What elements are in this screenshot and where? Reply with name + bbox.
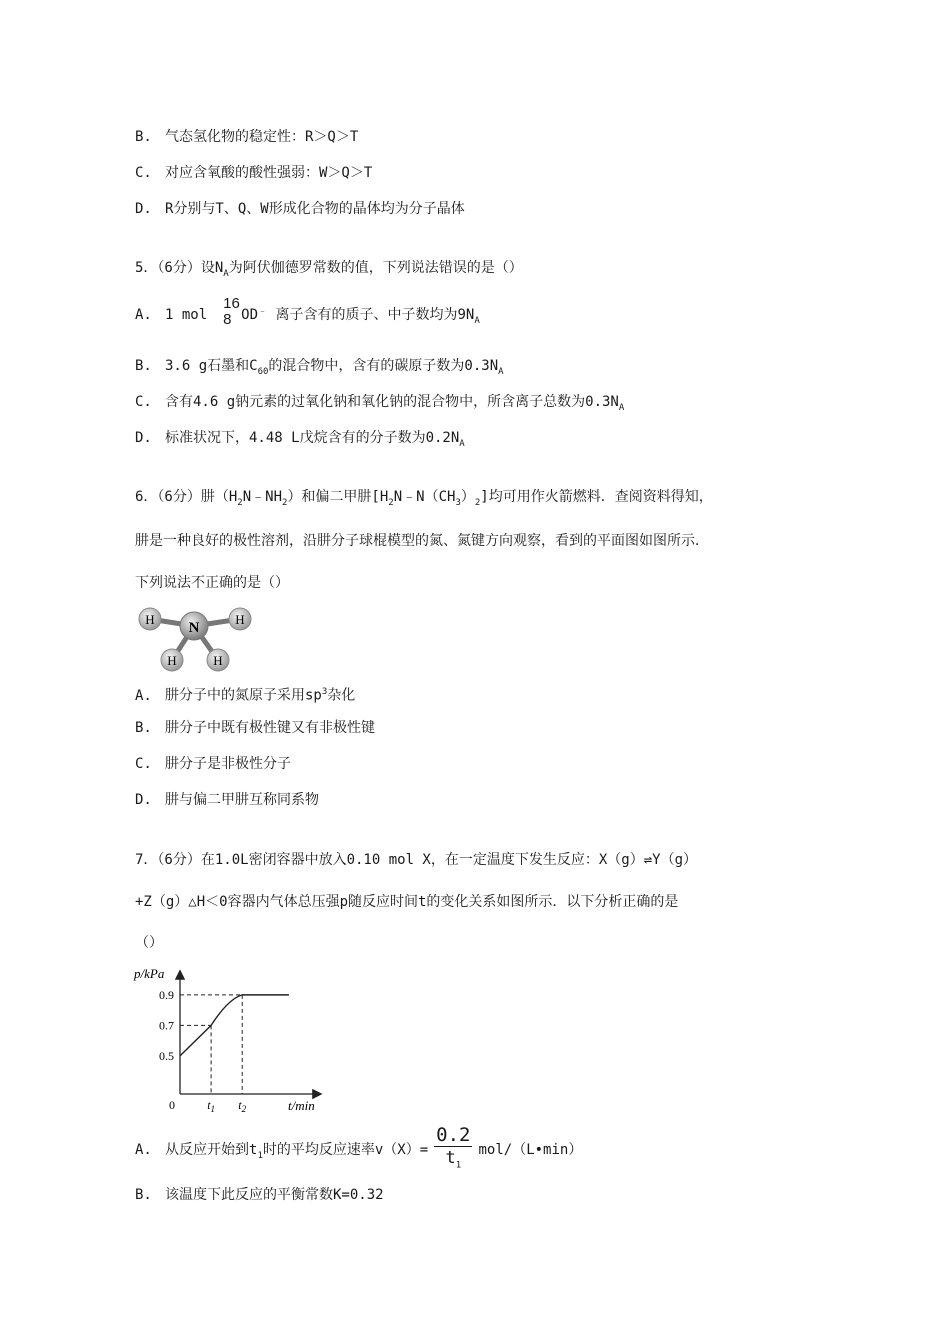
subscript: 3: [455, 497, 461, 508]
subscript: 2: [282, 497, 288, 508]
q5-option-d: [135, 428, 465, 454]
stem-text: N﹣NH: [242, 489, 283, 505]
option-letter: D.: [135, 792, 152, 808]
option-text: R分别与T、Q、W形成化合物的晶体均为分子晶体: [165, 201, 465, 217]
q6-option-a: [135, 682, 355, 706]
x-axis-label: t/min: [288, 1098, 315, 1112]
subscript: 1: [257, 1151, 263, 1161]
rate-fraction: [434, 1124, 472, 1176]
subscript: 1: [455, 1160, 462, 1171]
option-text: 3.6 g石墨和C: [165, 358, 258, 374]
option-letter: C.: [135, 394, 152, 410]
q6-stem-line3: [135, 573, 289, 593]
subscript: A: [474, 315, 480, 326]
stem-text: 7．（6分）在1.0L密闭容器中放入0.10 mol X，在一定温度下发生反应：X（g）⇌Y（g）: [135, 852, 698, 868]
dashed-guides: [180, 995, 242, 1094]
stem-text: +Z（g）△H＜0容器内气体总压强p随反应时间t的变化关系如图所示．以下分析正确的是: [135, 894, 679, 910]
atom-label: H: [213, 653, 223, 668]
q5-option-c: [135, 392, 624, 418]
mass-number: 16: [223, 295, 240, 312]
hydrazine-projection-figure: [132, 603, 260, 675]
subscript: A: [618, 402, 625, 413]
q7-option-b: [135, 1185, 384, 1205]
y-tick-label: 0.5: [159, 1048, 174, 1063]
option-letter: A.: [135, 687, 152, 704]
atom-label: N: [188, 620, 200, 636]
option-text: 离子含有的质子、中子数均为9N: [275, 307, 475, 323]
subscript: A: [498, 366, 504, 377]
fraction-denominator: [434, 1147, 472, 1176]
subscript: A: [223, 268, 229, 279]
option-text: mol/（L•min）: [478, 1142, 583, 1159]
x-tick-label: $t_1$: [207, 1098, 216, 1112]
option-text: 该温度下此反应的平衡常数K=0.32: [165, 1187, 384, 1203]
option-text: 的混合物中，含有的碳原子数为0.3N: [268, 358, 499, 374]
pressure-time-chart: [132, 962, 332, 1112]
q7-stem-line2: [135, 892, 678, 912]
subscript: 2: [388, 497, 394, 508]
y-tick-label: 0.7: [159, 1018, 174, 1033]
h-atom: [229, 608, 251, 630]
option-letter: D.: [135, 201, 152, 217]
option-text: 肼与偏二甲肼互称同系物: [165, 792, 319, 808]
stem-text: 6．（6分）肼（H: [135, 489, 238, 505]
superscript: 3: [321, 687, 328, 697]
q4-option-c: [135, 163, 372, 183]
stem-text: 5．（6分）设N: [135, 260, 224, 276]
q6-option-b: [135, 718, 375, 738]
option-letter: B.: [135, 129, 152, 145]
q6-stem-line1: [135, 487, 713, 513]
q5-stem: [135, 258, 523, 284]
option-letter: B.: [135, 358, 152, 374]
atom-label: H: [235, 612, 245, 627]
h-atom: [207, 649, 229, 671]
option-letter: B.: [135, 720, 152, 736]
denominator-symbol: t: [445, 1148, 456, 1168]
option-letter: C.: [135, 165, 152, 181]
atom-label: H: [167, 653, 177, 668]
option-text: 1 mol: [165, 307, 208, 323]
q6-option-d: [135, 790, 319, 810]
q4-option-b: [135, 127, 358, 147]
x-tick-label: $t_2$: [238, 1098, 247, 1112]
option-text: 从反应开始到t: [165, 1142, 258, 1159]
stem-text: 为阿伏伽德罗常数的值，下列说法错误的是（）: [228, 260, 523, 276]
q6-option-c: [135, 754, 291, 774]
option-letter: B.: [135, 1187, 152, 1203]
isotope-notation: [213, 295, 253, 332]
atom-label: H: [145, 612, 155, 627]
q7-stem-line1: [135, 850, 697, 870]
subscript: 2: [474, 497, 481, 508]
option-text: 肼分子是非极性分子: [165, 756, 291, 772]
option-text: 肼分子中的氮原子采用sp: [165, 687, 322, 704]
option-text: 肼分子中既有极性键又有非极性键: [165, 720, 375, 736]
q4-option-d: [135, 199, 465, 219]
stem-text: （）: [135, 935, 163, 951]
y-axis-label: p/kPa: [134, 966, 165, 981]
h-atom: [161, 649, 183, 671]
stem-text: ）: [460, 489, 475, 505]
q6-stem-line2: [135, 531, 709, 551]
q5-option-a: [135, 295, 480, 332]
subscript: 60: [257, 366, 269, 377]
option-letter: C.: [135, 756, 152, 772]
stem-text: 肼是一种良好的极性溶剂，沿肼分子球棍模型的氮、氮键方向观察，看到的平面图如图所示．: [135, 533, 709, 549]
option-letter: A.: [135, 1142, 152, 1159]
fraction-numerator: 0.2: [436, 1124, 471, 1146]
option-letter: A.: [135, 307, 152, 323]
stem-text: N﹣N（CH: [393, 489, 456, 505]
option-text: 标准状况下，4.48 L戊烷含有的分子数为0.2N: [165, 430, 460, 446]
option-text: 对应含氧酸的酸性强弱：W＞Q＞T: [165, 165, 373, 181]
option-text: 杂化: [327, 687, 356, 704]
h-atom: [139, 608, 161, 630]
y-tick-label: 0.9: [159, 987, 174, 1002]
option-text: 时的平均反应速率v（X）=: [262, 1142, 429, 1159]
x-tick-label: 0: [169, 1098, 175, 1112]
stem-text: ]均可用作火箭燃料．查阅资料得知，: [480, 489, 713, 505]
superscript: ﹣: [258, 306, 268, 317]
subscript: 2: [237, 497, 243, 508]
option-text: 气态氢化物的稳定性：R＞Q＞T: [165, 129, 359, 145]
atomic-number: 8: [223, 311, 232, 328]
q7-stem-line3: [135, 933, 163, 953]
option-letter: D.: [135, 430, 152, 446]
stem-text: ）和偏二甲肼[H: [287, 489, 389, 505]
option-text: 含有4.6 g钠元素的过氧化钠和氧化钠的混合物中，所含离子总数为0.3N: [165, 394, 619, 410]
q5-option-b: [135, 356, 504, 382]
ion-symbol: OD: [241, 307, 259, 323]
n-atom: [180, 612, 208, 640]
stem-text: 下列说法不正确的是（）: [135, 575, 289, 591]
q7-option-a: [135, 1124, 582, 1179]
subscript: A: [459, 438, 465, 449]
